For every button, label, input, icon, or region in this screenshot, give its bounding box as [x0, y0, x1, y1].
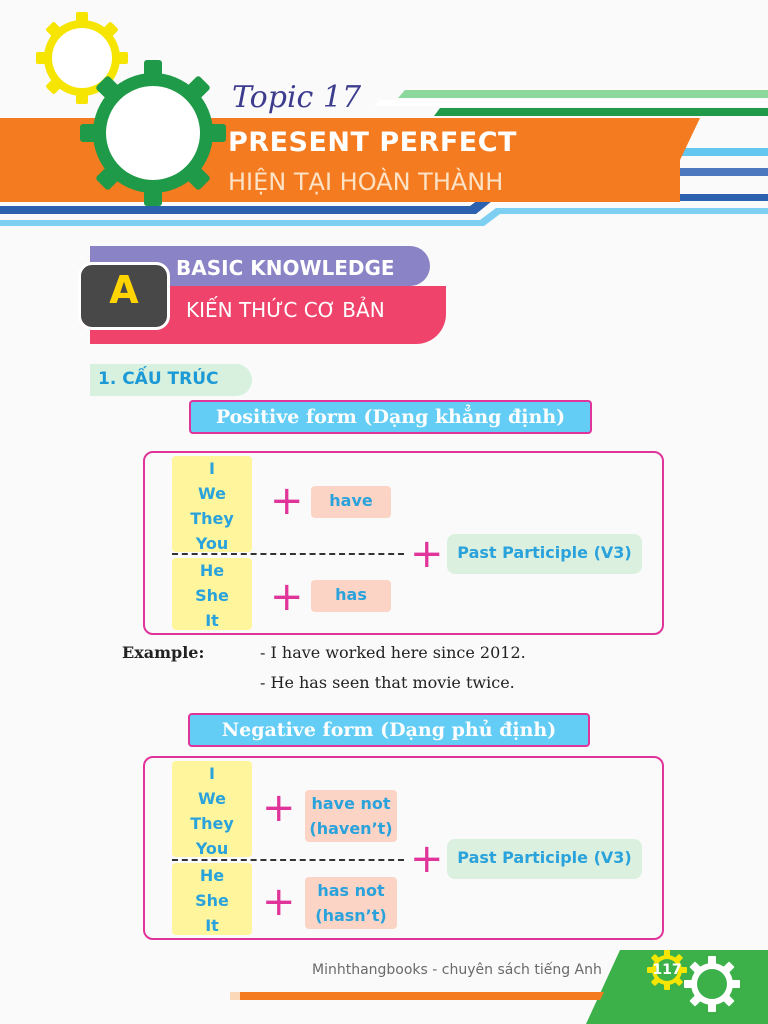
plus-icon: + — [262, 785, 296, 831]
aux-has-not — [305, 877, 397, 929]
divider-dashed — [172, 859, 404, 861]
negative-plural-pronouns — [172, 761, 252, 857]
plus-icon: + — [410, 836, 444, 882]
pronoun: I — [209, 764, 215, 783]
aux-text: have not — [311, 794, 391, 813]
example-line: - He has seen that movie twice. — [260, 673, 515, 692]
band-edge-decoration — [640, 118, 700, 202]
page-title: PRESENT PERFECT — [228, 127, 517, 158]
example-line: - I have worked here since 2012. — [260, 643, 526, 662]
past-participle-box: Past Participle (V3) — [447, 839, 642, 879]
past-participle-box: Past Participle (V3) — [447, 534, 642, 574]
section-title-en: BASIC KNOWLEDGE — [176, 256, 395, 280]
example-label: Example: — [122, 643, 205, 662]
plus-icon: + — [262, 879, 296, 925]
pronoun: It — [205, 611, 219, 630]
pronoun: They — [190, 509, 234, 528]
pronoun: They — [190, 814, 234, 833]
aux-contraction: (haven’t) — [309, 819, 393, 838]
pronoun: It — [205, 916, 219, 935]
negative-form-heading: Negative form (Dạng phủ định) — [188, 713, 590, 747]
page-subtitle: HIỆN TẠI HOÀN THÀNH — [228, 168, 504, 196]
footer-brand: Minhthangbooks - chuyên sách tiếng Anh — [312, 962, 602, 978]
page-number: 117 — [652, 962, 682, 978]
pronoun: She — [195, 891, 229, 910]
aux-text: has not — [317, 881, 385, 900]
pronoun: You — [195, 839, 229, 858]
section-letter: A — [109, 268, 139, 312]
green-gear-icon — [78, 58, 228, 208]
topic-label: Topic 17 — [232, 80, 362, 115]
pronoun: She — [195, 586, 229, 605]
pronoun: He — [199, 866, 225, 885]
negative-singular-pronouns — [172, 863, 252, 935]
section-title-vi: KIẾN THỨC CƠ BẢN — [186, 298, 385, 322]
pronoun: I — [209, 459, 215, 478]
aux-have-not — [305, 790, 397, 842]
divider-dashed — [172, 553, 404, 555]
aux-has: has — [311, 580, 391, 612]
footer-decoration — [0, 940, 768, 1024]
pronoun: We — [198, 484, 226, 503]
pronoun: He — [199, 561, 225, 580]
plus-icon: + — [270, 478, 304, 524]
plus-icon: + — [410, 531, 444, 577]
plus-icon: + — [270, 574, 304, 620]
pronoun: We — [198, 789, 226, 808]
subsection-label: 1. CẤU TRÚC — [98, 369, 219, 389]
positive-singular-pronouns — [172, 558, 252, 630]
positive-plural-pronouns — [172, 456, 252, 552]
aux-contraction: (hasn’t) — [315, 906, 387, 925]
aux-have: have — [311, 486, 391, 518]
pronoun: You — [195, 534, 229, 553]
positive-form-heading: Positive form (Dạng khẳng định) — [189, 400, 592, 434]
